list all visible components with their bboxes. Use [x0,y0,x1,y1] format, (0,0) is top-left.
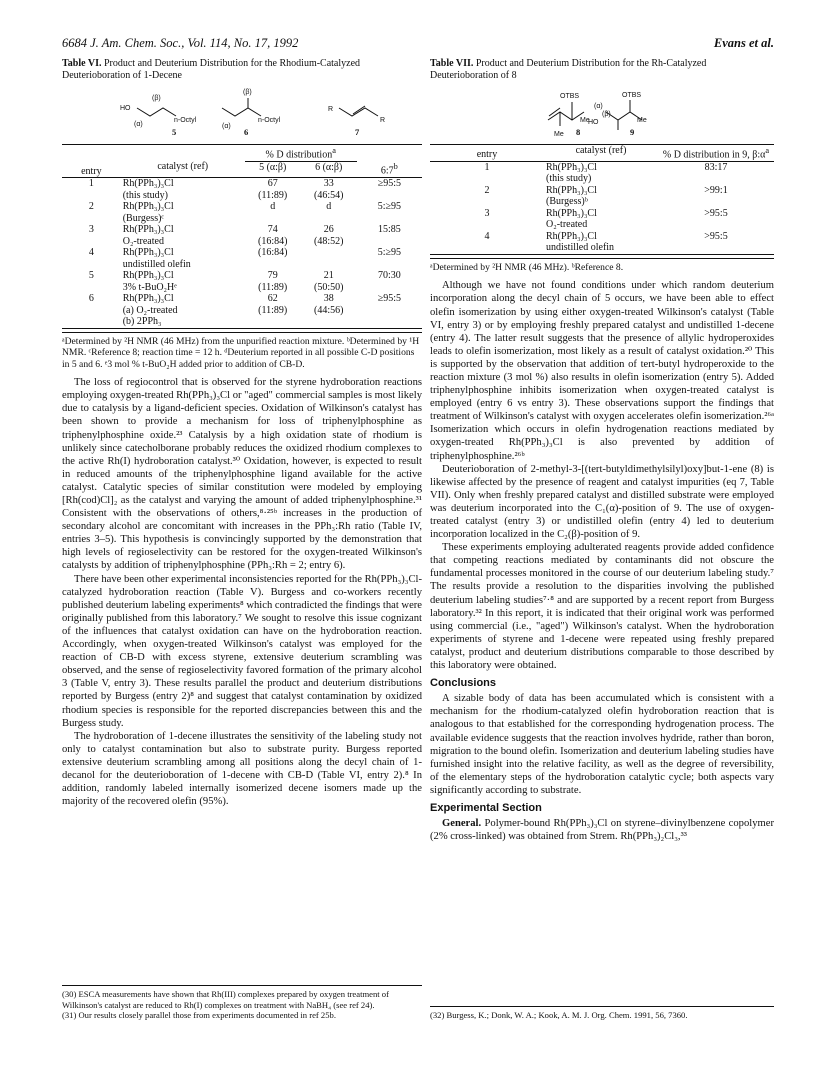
table6-cell-cat [121,178,245,202]
table6-value-line: (48:52) [313,235,344,247]
table6-col-6: 6 (α:β) [315,161,343,173]
table7-notes: ᵃDetermined by ²H NMR (46 MHz). ᵇReference 8. [430,258,774,274]
left-body-text [62,376,422,808]
table7-cell-cat [544,231,658,255]
table6-row [62,178,422,202]
table6-catalyst-line: Rh(PPh₃)₃Cl [122,270,174,282]
compound-7-label: 7 [355,127,360,137]
table6-cell-r67: ≥95:5 [377,178,401,190]
otbs-label-9: OTBS [622,92,642,99]
table6-value-line: 79 [267,270,278,282]
table7-catalyst-line: O₂-treated [546,219,588,231]
table6-cell-cat [121,270,245,293]
right-column [430,58,774,843]
table7-cell-cat [544,208,658,231]
left-column [62,58,422,808]
table6-cell-r67: 15:85 [377,224,401,236]
table6-value-line: 38 [323,293,334,305]
footnote-30: (30) ESCA measurements have shown that Rh(III) complexes prepared by oxygen treatment of Wilkinson's catalyst are reduced to Rh(I) complexes on treatment with NaBH₄ (see ref 24). [62,989,389,1010]
table6-value-line: 67 [267,178,278,190]
experimental-text [430,817,774,843]
table6-value-line: (46:54) [313,189,344,201]
table7-catalyst-line: Rh(PPh₃)₃Cl [546,161,597,173]
table7-structures [430,86,774,142]
table6-caption [62,58,422,82]
table7-cell-cat [544,185,658,208]
right-paragraph: Deuterioboration of 2-methyl-3-[(tert-butyldimethylsilyl)oxy]but-1-ene (8) is likewise affected by the presence of reagent and catalyst impurities (eq 7, Table VII). Only when freshly prepared catalyst and distilled substrate were employed was deuterium incorporated into the C₁(α)-position of 9. The use of oxygen-treated catalyst (entry 3) or undistilled olefin (entry 4) led to deuterium incorporation localized in the C₂(β)-position of 9. [430,463,774,541]
table7 [430,144,774,255]
table6-col-67: 6:7$^b$ [380,162,398,177]
table6-caption-text: Product and Deuterium Distribution for the Rhodium-Catalyzed Deuterioboration of 1-Decene [62,58,361,81]
experimental-heading: Experimental Section [430,801,542,814]
table6-group-header: % D distribution$^a$ [245,145,357,162]
compound-8-label: 8 [576,127,581,137]
table6-catalyst-line: (Burgess)ᶜ [122,212,164,224]
table6-value-line: (44:56) [313,304,344,316]
table6-col-catalyst: catalyst (ref) [157,161,209,173]
table6-cell-r67: 70:30 [377,270,401,282]
table6-cell-entry: 4 [88,247,94,259]
right-paragraph: These experiments employing adulterated reagents provide added confidence that competing reactions mediated by contaminants did not obscure the fundamental processes monitored in the course of our deuterium labeling study.⁷ The results provide a resolution to the disparities involving the published deuterium labeling studies⁷·⁸ and are supported by a recent report from Burgess laboratory.³² In this report, it is indicated that their original work was performed using commercial (i.e., "aged") Wilkinson's catalyst. When the hydroboration experiments of styrene and 1-decene were repeated using freshly prepared catalyst, product and deuterium distributions comparable to those described by this laboratory were obtained. [430,542,774,672]
table7-row [430,231,774,255]
table7-cell-cat [544,161,658,185]
table6-cell-v5 [245,247,301,270]
table7-catalyst-line: (Burgess)ᵇ [546,196,588,208]
table6-value-line: 26 [323,224,334,236]
table6-catalyst-line: undistilled olefin [122,258,191,270]
table6-value-line: (11:89) [258,281,288,293]
table6-row [62,224,422,247]
table6-value-line: d [270,201,276,213]
table6-cell-cat [121,247,245,270]
table7-catalyst-line: Rh(PPh₃)₃Cl [546,184,597,196]
beta-label-6: (β) [243,89,252,96]
table6-cell-cat [121,201,245,224]
table7-cell-entry: 4 [484,230,490,242]
me-label-8a: Me [580,117,590,124]
right-paragraph: Although we have not found conditions under which random deuterium incorporation along the decyl chain of 5 occurs, we have been able to effect olefin isomerization by using either oxygen-treated Wilkinson's catalyst (Table VI, entry 3) or by employing freshly prepared catalyst and undistilled 1-decene (entry 4). The latter result suggests that the presence of allylic hydroperoxides leads to olefin isomerization, most likely as a result of catalyst oxidation.²⁰ This is supported by the observation that addition of tert-butyl hydroperoxide to the reaction mixture (3 mol %) also results in olefin isomerization (entry 5). Added triphenylphosphine inhibits isomerization when oxygen-treated catalyst is employed (entry 6 vs entry 3). These observations support the findings that treatment of Wilkinson's catalyst with oxygen accelerates olefin isomerization.²⁶ᵃ Isomerization which occurs in olefin hydrogenation reactions mediated by oxygen-treated Rh(PPh₃)₃Cl is also prevented by addition of triphenylphosphine.²⁶ᵇ [430,280,774,462]
compound-9-label: 9 [630,127,635,137]
table7-catalyst-line: undistilled olefin [546,242,615,254]
conclusions-heading: Conclusions [430,677,497,690]
experimental-body: Polymer-bound Rh(PPh₃)₃Cl on styrene–divinylbenzene copolymer (2% cross-linked) was obtained from Strem. Rh(PPh₃)₂Cl₃,³³ [430,818,774,843]
table6-value-line: (11:89) [258,189,288,201]
running-header-left: 6684 J. Am. Chem. Soc., Vol. 114, No. 17, 1992 [62,36,299,50]
table7-cell-dist: >95:5 [704,207,728,219]
table7-col-catalyst: catalyst (ref) [575,145,627,156]
table7-cell-dist: >95:5 [704,230,728,242]
footnote-31: (31) Our results closely parallel those from experiments documented in ref 25b. [62,1010,336,1020]
experimental-lead: General. [442,818,482,830]
table7-cell-entry: 2 [484,184,490,196]
table6-cell-entry: 6 [88,293,94,305]
noctyl-label-6: n-Octyl [258,117,281,124]
table7-caption [430,58,774,82]
compound-5-label: 5 [172,127,177,137]
ho-label-9: HO [588,119,599,126]
conclusions-text: A sizable body of data has been accumulated which is consistent with a mechanism for the rhodium-catalyzed olefin hydroboration reaction that is analogous to that established for the corresponding hydrogenation process. The available evidence suggests that the reaction involves hydride, rather than boron, migration to the bound olefin. Isomerization and deuterium labeling studies have furnished insight into the relative facility, as well as the degree of reversibility, of the elementary steps of the hydroboration catalytic cycle; both aspects vary significantly according to substrate. [430,693,774,796]
table7-row [430,208,774,231]
table6-catalyst-line: Rh(PPh₃)₃Cl [122,293,174,305]
beta-label-5: (β) [152,95,161,102]
decene-structures-drawing [62,86,422,142]
table6-cell-entry: 2 [88,201,94,213]
alpha-label-9: (α) [594,103,603,110]
table6-cell-v6 [301,293,357,328]
table6-catalyst-line: (b) 2PPh₃ [122,316,162,328]
r-label-7a: R [328,106,334,113]
beta-label-9: (β) [602,111,611,118]
table6-catalyst-line: Rh(PPh₃)₃Cl [122,201,174,213]
right-body-text [430,279,774,672]
table6-caption-label: Table VI. [62,58,102,69]
table6-cell-v5 [245,201,301,224]
table6-catalyst-line: Rh(PPh₃)₃Cl [122,178,174,190]
table6-col-entry: entry [81,165,102,177]
table7-cell-dist: >99:1 [704,184,728,196]
table6-row [62,270,422,293]
table7-row [430,185,774,208]
alpha-label-5: (α) [134,121,143,128]
otbs-label-8: OTBS [560,93,580,100]
table6-catalyst-line: (this study) [122,189,168,201]
table7-row [430,161,774,185]
left-paragraph: The hydroboration of 1-decene illustrates the sensitivity of the labeling study not only to catalyst contamination but also to substrate purity. Burgess reported extensive deuterium scrambling among all positions along the decyl chain of 1-decanol for the deuterioboration of 1-decene with CB-D (Table VI, entry 2).⁸ In addition, randomly labeled internally isomerized decene isomers made up the majority of the recovered olefin (95%). [62,730,422,808]
compound-6-label: 6 [244,127,249,137]
left-paragraph: There have been other experimental inconsistencies reported for the Rh(PPh₃)₃Cl-catalyzed hydroboration reaction (Table V). Burgess and co-workers recently published deuterium labeling experiments⁸ which contradicted the findings that were originally published from this laboratory.⁷ We sought to resolve this issue cognizant of the influences that catalyst oxidation can have on the hydroboration reaction. Accordingly, when oxygen-treated Wilkinson's catalyst was employed for the reaction of CB-D with excess styrene, extensive deuterium scrambling was observed, and the sense of regioselectivity favored formation of the primary alcohol 3 (Table V, entry 3). These results parallel the product and deuterium distributions reported by Burgess (entry 2)⁸ and suggest that catalyst contamination by oxidized rhodium species is responsible for the reported discrepancies between this and the Burgess study. [62,573,422,729]
table7-catalyst-line: (this study) [546,173,592,185]
table7-cell-dist: 83:17 [704,161,728,173]
table6-cell-r67: 5:≥95 [377,247,401,259]
table7-col-entry: entry [476,149,498,161]
table7-catalyst-line: Rh(PPh₃)₃Cl [546,207,597,219]
table6-value-line: (11:89) [258,304,288,316]
table6-catalyst-line: (a) O₂-treated [122,304,178,316]
table6-cell-v5 [245,224,301,247]
table6-row [62,201,422,224]
table6-row [62,247,422,270]
table7-cell-entry: 3 [484,207,490,219]
footnote-32: (32) Burgess, K.; Donk, W. A.; Kook, A. M. J. Org. Chem. 1991, 56, 7360. [430,1010,688,1020]
table6-value-line: 33 [323,178,334,190]
table6-cell-cat [121,293,245,328]
table6-value-line: 74 [267,224,278,236]
ho-label-5: HO [120,105,131,112]
table6-catalyst-line: Rh(PPh₃)₃Cl [122,247,174,259]
table6-cell-v5 [245,293,301,328]
table6-cell-r67: 5:≥95 [377,201,401,213]
table6-value-line: d [326,201,332,213]
table6-catalyst-line: 3% t-BuO₂Hᵉ [122,281,177,293]
footnotes-left [62,985,422,1021]
table6-value-line: (16:84) [257,247,288,259]
table7-cell-entry: 1 [484,161,490,173]
table6-cell-v6 [301,178,357,202]
left-paragraph: The loss of regiocontrol that is observed for the styrene hydroboration reactions employing oxygen-treated Rh(PPh₃)₃Cl or "aged" commercial samples is most likely due to catalysis by a ligand-deficient species. Oxidation of Wilkinson's catalyst has been shown to provide a mechanism for loss of triphenylphosphine as triphenylphosphine oxide.²³ Catalysis by a high oxidation state of rhodium is unlikely since catecholborane probably reduces the oxidized rhodium complexes to the active Rh(I) hydroboration catalyst.³⁰ Oxidation, however, is expected to result in reduced amounts of the triphenylphosphine ligand available for the active catalyst. Catalytic species of similar constitution were modeled by employing [Rh(cod)Cl]₂ as the catalyst and varying the amount of added triphenylphosphine.³¹ Consistent with the observations of others,⁸·²⁵ᵇ increases in the production of secondary alcohol are concomitant with increases in the PPh₃:Rh ratio (Table IV, entries 3–5). This hypothesis is convincingly supported by the demonstration that high levels of regioselectivity can be restored for the oxygen-treated Wilkinson's catalysts by addition of triphenylphosphine (PPh₃:Rh = 2; entry 6). [62,377,422,572]
table6-cell-cat [121,224,245,247]
table7-catalyst-line: Rh(PPh₃)₃Cl [546,230,597,242]
table6-cell-v6 [301,270,357,293]
me-label-9: Me [637,117,647,124]
table6-catalyst-line: Rh(PPh₃)₃Cl [122,224,174,236]
table6-cell-r67: ≥95:5 [377,293,401,305]
r-label-7b: R [380,117,386,124]
table6-value-line: (16:84) [257,235,288,247]
table6-notes: ᵃDetermined by ²H NMR (46 MHz) from the unpurified reaction mixture. ᵇDetermined by ¹H NMR. ᶜReference 8; reaction time = 12 h. ᵈDeuterium reported in all possible C‑D positions in 5 and 6. ᵉ3 mol % t-BuO₂H added prior to addition of CB-D. [62,332,422,371]
alpha-label-6: (α) [222,123,231,130]
table6-value-line: (50:50) [313,281,344,293]
noctyl-label-5: n-Octyl [174,117,197,124]
table7-caption-text: Product and Deuterium Distribution for the Rh-Catalyzed Deuterioboration of 8 [430,58,707,81]
table6-value-line: 21 [323,270,334,282]
table6-col-5: 5 (α:β) [259,161,287,173]
table6 [62,144,422,329]
table6-cell-entry: 3 [88,224,94,236]
table6-row [62,293,422,328]
table6-cell-v6 [301,201,357,224]
running-header-right: Evans et al. [713,36,774,50]
table6-cell-v5 [245,178,301,202]
table7-caption-label: Table VII. [430,58,474,69]
table6-cell-entry: 5 [88,270,94,282]
table6-value-line: 62 [267,293,278,305]
footnotes-right [430,1006,774,1021]
table6-cell-v6 [301,247,357,270]
me-label-8b: Me [554,131,564,138]
table6-cell-v6 [301,224,357,247]
table7-col-dist: % D distribution in 9, $\beta:\alpha^a$ [662,146,770,161]
table6-cell-entry: 1 [88,178,94,190]
table6-cell-v5 [245,270,301,293]
table6-catalyst-line: O₂-treated [122,235,164,247]
table6-structures [62,86,422,142]
